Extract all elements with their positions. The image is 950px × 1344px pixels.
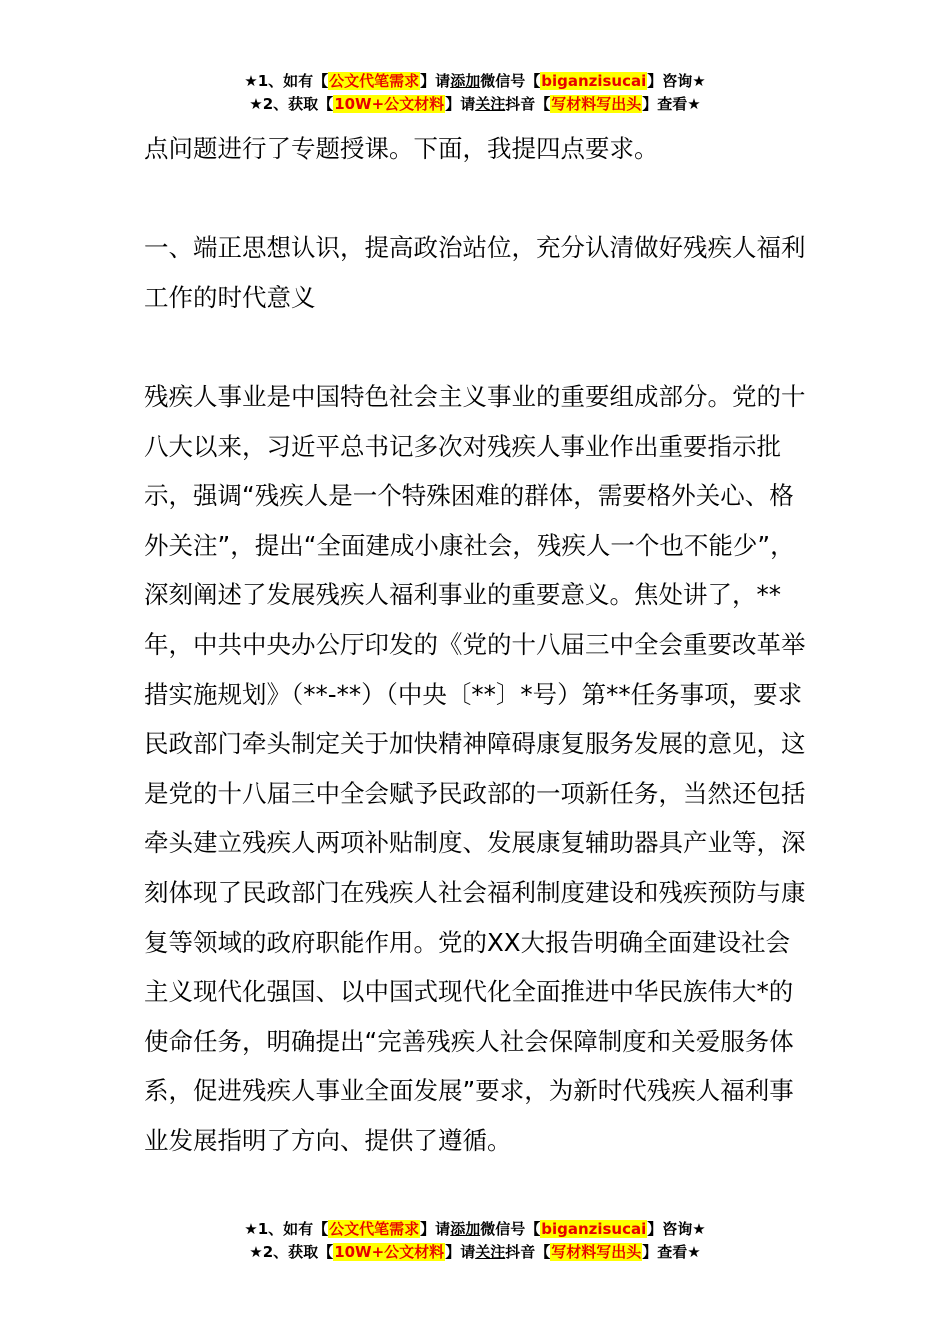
banner-underline: 添加 <box>450 72 481 90</box>
banner-underline: 关注 <box>475 1243 506 1261</box>
banner-text: ★1、如有【 <box>244 1220 329 1238</box>
banner-text: 】请 <box>420 1220 451 1238</box>
banner-text: ★1、如有【 <box>244 72 329 90</box>
banner-text: 微信号【 <box>480 72 541 90</box>
banner-text: 】咨询★ <box>647 1220 706 1238</box>
banner-line-1 <box>0 70 950 93</box>
banner-underline: 添加 <box>450 1220 481 1238</box>
banner-line-2 <box>0 93 950 116</box>
banner-highlight: biganzisucai <box>541 1220 647 1238</box>
paragraph-gap <box>144 322 809 372</box>
banner-text: 】查看★ <box>642 95 701 113</box>
banner-text: 微信号【 <box>480 1220 541 1238</box>
banner-line-2 <box>0 1241 950 1264</box>
banner-text: ★2、获取【 <box>249 95 334 113</box>
banner-highlight: 写材料写出头 <box>551 95 642 113</box>
body-paragraph: 残疾人事业是中国特色社会主义事业的重要组成部分。党的十八大以来，习近平总书记多次对残疾人事业作出重要指示批示，强调“残疾人是一个特殊困难的群体，需要格外关心、格外关注”，提出“全面建成小康社会，残疾人一个也不能少”，深刻阐述了发展残疾人福利事业的重要意义。焦处讲了，**年，中共中央办公厅印发的《党的十八届三中全会重要改革举措实施规划》（**-**）（中央〔**〕*号）第**任务事项，要求民政部门牵头制定关于加快精神障碍康复服务发展的意见，这是党的十八届三中全会赋予民政部的一项新任务，当然还包括牵头建立残疾人两项补贴制度、发展康复辅助器具产业等，深刻体现了民政部门在残疾人社会福利制度建设和残疾预防与康复等领域的政府职能作用。党的XX大报告明确全面建设社会主义现代化强国、以中国式现代化全面推进中华民族伟大*的使命任务，明确提出“完善残疾人社会保障制度和关爱服务体系，促进残疾人事业全面发展”要求，为新时代残疾人福利事业发展指明了方向、提供了遵循。 <box>144 381 806 1155</box>
banner-highlight: 10W+公文材料 <box>334 1243 445 1261</box>
banner-highlight: biganzisucai <box>541 72 647 90</box>
banner-text: 】请 <box>420 72 451 90</box>
banner-text: 】请 <box>445 1243 476 1261</box>
footer-banner <box>0 1218 950 1264</box>
banner-highlight: 公文代笔需求 <box>329 1220 420 1238</box>
banner-text: ★2、获取【 <box>249 1243 334 1261</box>
section-heading: 一、端正思想认识，提高政治站位，充分认清做好残疾人福利工作的时代意义 <box>144 233 806 312</box>
banner-highlight: 10W+公文材料 <box>334 95 445 113</box>
banner-text: 】咨询★ <box>647 72 706 90</box>
banner-text: 抖音【 <box>505 95 551 113</box>
intro-fragment: 点问题进行了专题授课。下面，我提四点要求。 <box>144 134 659 163</box>
document-body <box>144 124 809 1165</box>
banner-highlight: 写材料写出头 <box>551 1243 642 1261</box>
banner-underline: 关注 <box>475 95 506 113</box>
banner-text: 】查看★ <box>642 1243 701 1261</box>
paragraph-gap <box>144 174 809 224</box>
banner-text: 】请 <box>445 95 476 113</box>
banner-line-1 <box>0 1218 950 1241</box>
header-banner <box>0 70 950 116</box>
banner-text: 抖音【 <box>505 1243 551 1261</box>
banner-highlight: 公文代笔需求 <box>329 72 420 90</box>
